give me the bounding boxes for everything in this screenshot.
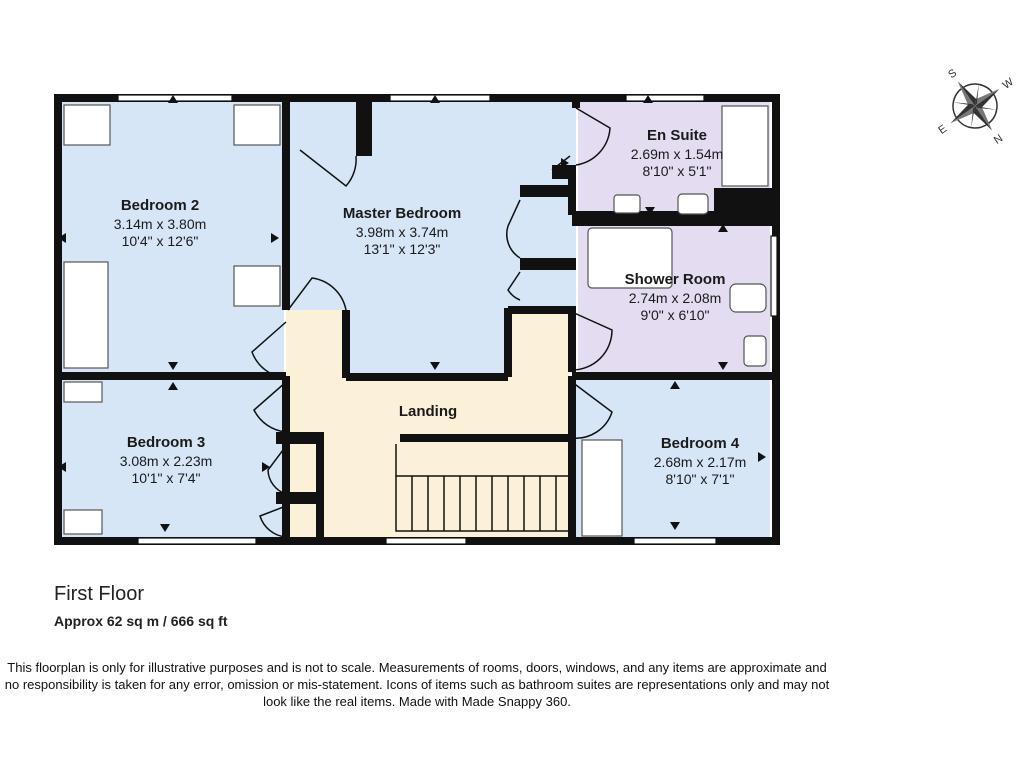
bedroom2-unit-left — [64, 262, 108, 368]
bedroom4-metric: 2.68m x 2.17m — [653, 454, 747, 470]
compass-s: S — [946, 67, 960, 82]
ensuite-toilet — [678, 194, 708, 214]
floor-title: First Floor — [54, 583, 144, 605]
compass-n: N — [991, 132, 1006, 147]
ensuite-basin — [614, 195, 640, 213]
master-imperial: 13'1" x 12'3" — [363, 241, 441, 257]
ensuite-name: En Suite — [646, 127, 708, 144]
bedroom2-wardrobe-top-right — [234, 105, 280, 145]
bedroom2-wardrobe-top-left — [64, 105, 110, 145]
shower-room-basin — [744, 336, 766, 366]
bedroom3-imperial: 10'1" x 7'4" — [131, 470, 201, 486]
landing-name: Landing — [398, 403, 458, 420]
compass-rose-icon — [913, 43, 1024, 170]
bedroom2-unit-right — [234, 266, 280, 306]
compass-w: W — [1000, 75, 1017, 92]
master-name: Master Bedroom — [342, 205, 462, 222]
ensuite-shower-tray — [722, 106, 768, 186]
bedroom3-metric: 3.08m x 2.23m — [119, 453, 213, 469]
bedroom3-unit-bottom — [64, 510, 102, 534]
bedroom2-name: Bedroom 2 — [120, 197, 200, 214]
shower-name: Shower Room — [624, 271, 726, 288]
bedroom2-imperial: 10'4" x 12'6" — [121, 233, 199, 249]
master-metric: 3.98m x 3.74m — [355, 224, 449, 240]
compass-e: E — [936, 122, 950, 137]
bedroom4-imperial: 8'10" x 7'1" — [665, 471, 735, 487]
ensuite-imperial: 8'10" x 5'1" — [642, 163, 712, 179]
shower-metric: 2.74m x 2.08m — [628, 290, 722, 306]
bedroom3-name: Bedroom 3 — [126, 434, 206, 451]
bedroom4-name: Bedroom 4 — [660, 435, 740, 452]
shower-room-toilet — [730, 284, 766, 312]
shower-imperial: 9'0" x 6'10" — [640, 307, 710, 323]
bedroom2-metric: 3.14m x 3.80m — [113, 216, 207, 232]
floor-area: Approx 62 sq m / 666 sq ft — [54, 613, 228, 629]
bedroom4-wardrobe — [582, 440, 622, 536]
disclaimer-text: This floorplan is only for illustrative purposes and is not to scale. Measurements of rooms, doors, windows, and any items are approximate and no responsibility is taken for any error, omission or mis-statement. Icons of items such as bathroom suites are representations only and may not look like the real items. Made with Made Snappy 360. — [4, 660, 830, 709]
ensuite-metric: 2.69m x 1.54m — [630, 146, 724, 162]
bedroom3-unit-top — [64, 382, 102, 402]
